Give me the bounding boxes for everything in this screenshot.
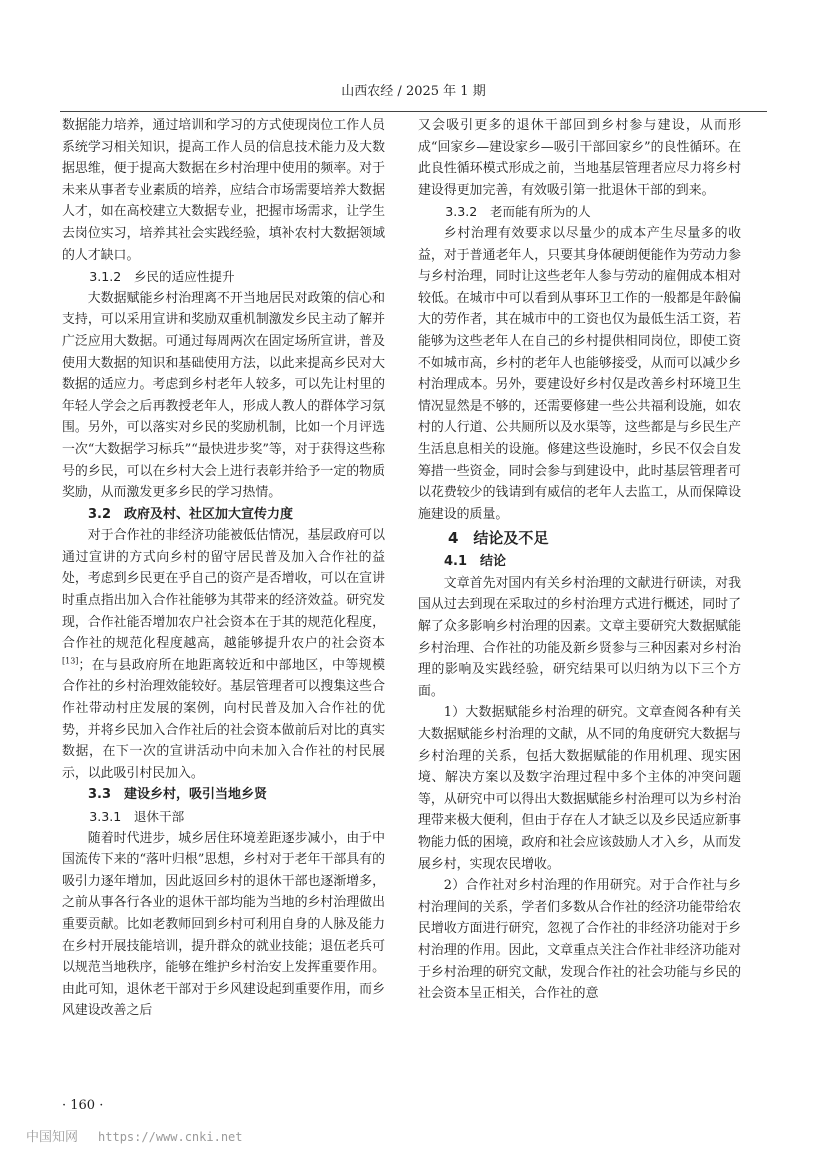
paragraph-text: 对于合作社的非经济功能被低估情况，基层政府可以通过宣讲的方式向乡村的留守居民普及加入合作社的益处，考虑到乡民更在乎自己的资产是否增收，可以在宣讲时重点指出加入合作社能够为其带来的经济效益。研究发现，合作社能否增加农户社会资本在于其的规范化程度，合作社的规范化程度越高，越能够提升农户的社会资本 <box>62 528 385 652</box>
header-divider <box>60 111 767 112</box>
paragraph: 乡村治理有效要求以尽量少的成本产生尽量多的收益，对于普通老年人，只要其身体硬朗便能作为劳动力参与乡村治理，同时让这些老年人参与劳动的雇佣成本相对较低。在城市中可以看到从事环卫工作的一般都是年龄偏大的劳作者，其在城市中的工资也仅为最低生活工资，若能够为这些老年人在自己的乡村提供相同岗位，即使工资不如城市高，乡村的老年人也能够接受，从而可以减少乡村治理成本。另外，要建设好乡村仅是改善乡村环境卫生情况显然是不够的，还需要修建一些公共福利设施，如农村的人行道、公共厕所以及水渠等，这些都是与乡民生产生活息息相关的设施。修建这些设施时，乡民不仅会自发筹措一些资金，同时会参与到建设中，此时基层管理者可以花费较少的钱请到有威信的老年人去监工，从而保障设施建设的质量。 <box>418 225 741 522</box>
paragraph: 又会吸引更多的退休干部回到乡村参与建设，从而形成“回家乡—建设家乡—吸引干部回家乡”的良性循环。在此良性循环模式形成之前，当地基层管理者应尽力将乡村建设得更加完善，有效吸引第一批退休干部的到来。 <box>418 118 741 198</box>
section-heading-3-3-1: 3.3.1 退休干部 <box>89 809 185 824</box>
left-column <box>62 115 385 1022</box>
paragraph: 随着时代进步，城乡居住环境差距逐步减小，由于中国流传下来的“落叶归根”思想，乡村对于老年干部具有的吸引力逐年增加，因此返回乡村的退休干部也逐渐增多，之前从事各行各业的退休干部均能为当地的乡村治理做出重要贡献。比如老教师回到乡村可利用自身的人脉及能力在乡村开展技能培训，提升群众的就业技能；退伍老兵可以规范当地秩序，能够在维护乡村治安上发挥重要作用。由此可知，退休老干部对于乡风建设起到重要作用，而乡风建设改善之后 <box>62 830 385 1019</box>
paragraph: 文章首先对国内有关乡村治理的文献进行研读，对我国从过去到现在采取过的乡村治理方式进行概述，同时了解了众多影响乡村治理的因素。文章主要研究大数据赋能乡村治理、合作社的功能及新乡贤参与三种因素对乡村治理的影响及实践经验，研究结果可以归纳为以下三个方面。 <box>418 575 741 699</box>
paragraph-text: ；在与县政府所在地距离较近和中部地区，中等规模合作社的乡村治理效能较好。基层管理者可以搜集这些合作社带动村庄发展的案例，向村民普及加入合作社的优势，并将乡民加入合作社后的社会资本做前后对比的真实数据，在下一次的宣讲活动中向未加入合作社的村民展示，以此吸引村民加入。 <box>62 657 385 781</box>
watermark-site: 中国知网 <box>26 1130 79 1145</box>
cnki-watermark <box>26 1126 243 1145</box>
paragraph: 2）合作社对乡村治理的作用研究。对于合作社与乡村治理间的关系，学者们多数从合作社的经济功能带给农民增收方面进行研究，忽视了合作社的非经济功能对于乡村治理的作用。因此，文章重点关注合作社非经济功能对于乡村治理的研究文献，发现合作社的社会功能与乡民的社会资本呈正相关，合作社的意 <box>418 878 741 1002</box>
section-heading-3-3-2: 3.3.2 老而能有所为的人 <box>445 204 591 220</box>
section-heading-4-1: 4.1 结论 <box>444 554 507 570</box>
watermark-url: https://www.cnki.net <box>98 1130 243 1144</box>
paragraph: 1）大数据赋能乡村治理的研究。文章查阅各种有关大数据赋能乡村治理的文献，从不同的角度研究大数据与乡村治理的关系，包括大数据赋能的作用机理、现实困境、解决方案以及数字治理过程中多个主体的冲突问题等，从研究中可以得出大数据赋能乡村治理可以为乡村治理带来极大便利，但由于存在人才缺乏以及乡民适应新事物能力低的困境，政府和社会应该鼓励人才入乡，从而发展乡村，实现农民增收。 <box>418 705 741 872</box>
section-heading-4: 4 结论及不足 <box>448 529 549 548</box>
journal-header: 山西农经 / 2025 年 1 期 <box>341 84 486 99</box>
paragraph: 数据能力培养，通过培训和学习的方式使现岗位工作人员系统学习相关知识，提高工作人员的信息技术能力及大数据思维，便于提高大数据在乡村治理中使用的频率。对于未来从事者专业素质的培养，应结合市场需要培养大数据人才，如在高校建立大数据专业，把握市场需求，让学生去岗位实习，培养其社会实践经验，填补农村大数据领域的人才缺口。 <box>62 118 385 263</box>
page-number: · 160 · <box>62 1098 104 1113</box>
paragraph: 大数据赋能乡村治理离不开当地居民对政策的信心和支持，可以采用宣讲和奖励双重机制激发乡民主动了解并广泛应用大数据。可通过每周两次在固定场所宣讲，普及使用大数据的知识和基础使用方法，以此来提高乡民对大数据的适应力。考虑到乡村老年人较多，可以先让村里的年轻人学会之后再教授老年人，形成人教人的群体学习氛围。另外，可以落实对乡民的奖励机制，比如一个月评选一次“大数据学习标兵”“最快进步奖”等，对于获得这些称号的乡民，可以在乡村大会上进行表彰并给予一定的物质奖励，从而激发更多乡民的学习热情。 <box>62 290 385 501</box>
section-heading-3-2: 3.2 政府及村、社区加大宣传力度 <box>88 506 294 522</box>
right-column <box>418 115 741 1005</box>
citation-ref: [13] <box>62 656 79 666</box>
section-heading-3-3: 3.3 建设乡村，吸引当地乡贤 <box>88 787 268 803</box>
section-heading-3-1-2: 3.1.2 乡民的适应性提升 <box>89 269 235 285</box>
paragraph-with-citation <box>62 525 385 784</box>
